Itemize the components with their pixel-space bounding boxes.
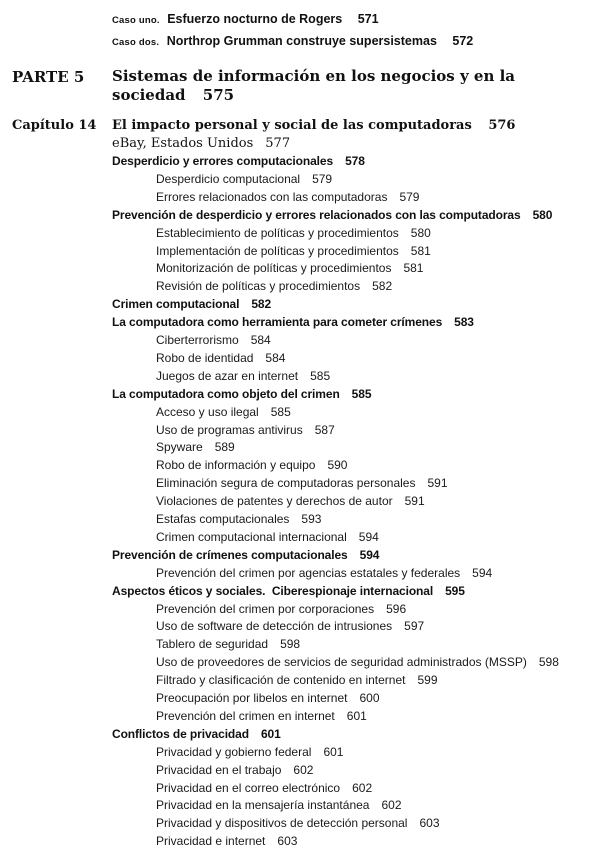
toc-subsection[interactable] — [156, 476, 448, 490]
entry-title: La computadora como objeto del crimen — [112, 386, 340, 401]
page-number: 594 — [359, 547, 380, 562]
entry-title: Robo de información y equipo — [156, 458, 316, 473]
page-number: 584 — [265, 350, 286, 365]
page-number: 585 — [310, 368, 331, 383]
page-number: 580 — [532, 207, 553, 222]
page-number: 575 — [202, 86, 235, 104]
page-number: 581 — [410, 243, 431, 258]
case-study-entry[interactable] — [112, 12, 379, 26]
page-number: 601 — [323, 744, 344, 759]
entry-title: Acceso y uso ilegal — [156, 404, 259, 419]
toc-subsection[interactable] — [156, 405, 291, 419]
entry-title: Spyware — [156, 440, 203, 455]
toc-section[interactable] — [112, 315, 474, 329]
toc-subsection[interactable] — [156, 566, 492, 580]
toc-subsection[interactable] — [156, 709, 367, 723]
page-number: 578 — [345, 154, 365, 168]
toc-subsection[interactable] — [156, 781, 372, 795]
entry-title: La computadora como herramienta para cometer crímenes — [112, 315, 443, 330]
case-label: Caso uno. — [112, 15, 160, 26]
page-number: 577 — [265, 136, 291, 151]
page-number: 579 — [312, 171, 333, 186]
entry-title: Uso de proveedores de servicios de seguridad administrados (MSSP) — [156, 655, 527, 670]
page-number: 597 — [404, 619, 425, 634]
toc-subsection[interactable] — [156, 494, 425, 508]
toc-case-study[interactable] — [112, 136, 290, 151]
page-number: 601 — [260, 726, 281, 741]
entry-title: Juegos de azar en internet — [156, 368, 299, 383]
page-number: 602 — [352, 780, 373, 795]
toc-subsection[interactable] — [156, 655, 559, 669]
entry-title: Estafas computacionales — [156, 512, 290, 526]
entry-title: Privacidad en el trabajo — [156, 762, 282, 777]
part-label: PARTE 5 — [12, 68, 85, 86]
page-number: 600 — [359, 691, 380, 705]
entry-title: Prevención de crímenes computacionales — [112, 547, 348, 562]
part-title: Sistemas de información en los negocios y en la sociedad — [112, 67, 515, 104]
toc-section[interactable] — [112, 727, 281, 741]
toc-subsection[interactable] — [156, 816, 440, 830]
page-number: 580 — [410, 225, 431, 240]
case-study-entry[interactable] — [112, 34, 473, 48]
page-number: 602 — [293, 762, 314, 777]
part-title-entry[interactable] — [112, 67, 552, 105]
entry-title: Crimen computacional internacional — [156, 529, 347, 544]
entry-title: Establecimiento de políticas y procedimientos — [156, 225, 399, 240]
page-number: 576 — [488, 118, 516, 133]
case-title: Northrop Grumman construye supersistemas — [166, 34, 437, 48]
page-number: 591 — [404, 494, 425, 509]
page-number: 587 — [314, 422, 335, 437]
toc-section[interactable] — [112, 297, 271, 311]
toc-subsection[interactable] — [156, 244, 431, 258]
page-number: 591 — [427, 476, 448, 491]
toc-subsection[interactable] — [156, 637, 300, 651]
entry-title: Privacidad en el correo electrónico — [156, 780, 341, 795]
entry-title: Monitorización de políticas y procedimientos — [156, 261, 392, 276]
entry-title: Prevención del crimen por agencias estatales y federales — [156, 565, 461, 580]
page-number: 598 — [280, 637, 301, 652]
page-number: 598 — [538, 655, 559, 670]
entry-title: Privacidad y gobierno federal — [156, 744, 312, 759]
page-number: 582 — [251, 297, 272, 312]
toc-subsection[interactable] — [156, 261, 423, 275]
toc-subsection[interactable] — [156, 423, 335, 437]
page-number: 602 — [381, 798, 402, 813]
entry-title: Conflictos de privacidad — [112, 726, 249, 741]
page-number: 594 — [472, 565, 493, 580]
entry-title: Uso de programas antivirus — [156, 422, 303, 437]
toc-subsection[interactable] — [156, 745, 343, 759]
page-number: 603 — [419, 816, 440, 831]
toc-subsection[interactable] — [156, 226, 431, 240]
entry-title: Privacidad e internet — [156, 834, 266, 849]
chapter-label: Capítulo 14 — [12, 118, 97, 133]
chapter-title-entry[interactable] — [112, 118, 515, 133]
toc-section[interactable] — [112, 208, 552, 222]
entry-title: Robo de identidad — [156, 350, 254, 365]
case-label: Caso dos. — [112, 37, 160, 48]
page-number: 589 — [214, 440, 235, 455]
page-number: 579 — [399, 189, 420, 204]
entry-title: Ciberterrorismo — [156, 333, 239, 347]
toc-subsection[interactable] — [156, 190, 419, 204]
toc-subsection[interactable] — [156, 602, 406, 616]
toc-subsection[interactable] — [156, 691, 380, 705]
chapter-title: El impacto personal y social de las computadoras — [112, 118, 472, 133]
toc-subsection[interactable] — [156, 369, 330, 383]
entry-title: Privacidad en la mensajería instantánea — [156, 798, 370, 813]
page-number: 571 — [357, 12, 379, 26]
entry-title: Prevención del crimen en internet — [156, 708, 335, 723]
toc-subsection[interactable] — [156, 351, 285, 365]
toc-subsection[interactable] — [156, 798, 402, 812]
page-number: 596 — [386, 601, 407, 616]
toc-section[interactable] — [112, 548, 379, 562]
entry-title: Implementación de políticas y procedimientos — [156, 243, 399, 258]
page-number: 595 — [445, 583, 465, 598]
page-number: 584 — [250, 333, 271, 347]
entry-title: Crimen computacional — [112, 297, 240, 312]
entry-title: Uso de software de detección de intrusiones — [156, 619, 393, 634]
entry-title: Revisión de políticas y procedimientos — [156, 279, 361, 294]
page-number: 583 — [454, 315, 474, 330]
toc-subsection[interactable] — [156, 512, 321, 526]
toc-subsection[interactable] — [156, 279, 392, 293]
toc-subsection[interactable] — [156, 333, 271, 347]
page-number: 572 — [452, 34, 474, 48]
toc-subsection[interactable] — [156, 458, 347, 472]
toc-subsection[interactable] — [156, 172, 332, 186]
entry-title: Desperdicio computacional — [156, 171, 301, 186]
entry-title: Prevención de desperdicio y errores relacionados con las computadoras — [112, 207, 521, 222]
toc-subsection[interactable] — [156, 763, 313, 777]
page-number: 603 — [277, 834, 298, 849]
entry-title: Tablero de seguridad — [156, 637, 269, 652]
page-number: 585 — [351, 386, 372, 401]
entry-title: Preocupación por libelos en internet — [156, 691, 348, 705]
entry-title: Aspectos éticos y sociales. Ciberespionaje internacional — [112, 583, 434, 598]
toc-subsection[interactable] — [156, 834, 297, 848]
toc-section[interactable] — [112, 584, 465, 598]
page-number: 593 — [301, 512, 322, 526]
page-number: 581 — [403, 261, 424, 276]
page-number: 590 — [327, 458, 348, 473]
entry-title: eBay, Estados Unidos — [112, 136, 254, 151]
toc-subsection[interactable] — [156, 530, 379, 544]
entry-title: Privacidad y dispositivos de detección personal — [156, 816, 408, 831]
entry-title: Filtrado y clasificación de contenido en internet — [156, 673, 406, 688]
case-title: Esfuerzo nocturno de Rogers — [167, 12, 343, 26]
toc-section[interactable] — [112, 387, 371, 401]
entry-title: Violaciones de patentes y derechos de autor — [156, 494, 393, 509]
entry-title: Eliminación segura de computadoras personales — [156, 476, 416, 491]
entry-title: Prevención del crimen por corporaciones — [156, 601, 375, 616]
page-number: 599 — [417, 673, 438, 688]
toc-section[interactable] — [112, 154, 365, 168]
entry-title: Desperdicio y errores computacionales — [112, 154, 334, 168]
toc-subsection[interactable] — [156, 619, 424, 633]
page-number: 585 — [270, 404, 291, 419]
page-number: 601 — [346, 708, 367, 723]
page-number: 582 — [372, 279, 393, 294]
toc-subsection[interactable] — [156, 673, 438, 687]
toc-subsection[interactable] — [156, 440, 235, 454]
entry-title: Errores relacionados con las computadoras — [156, 189, 388, 204]
page-number: 594 — [358, 529, 379, 544]
